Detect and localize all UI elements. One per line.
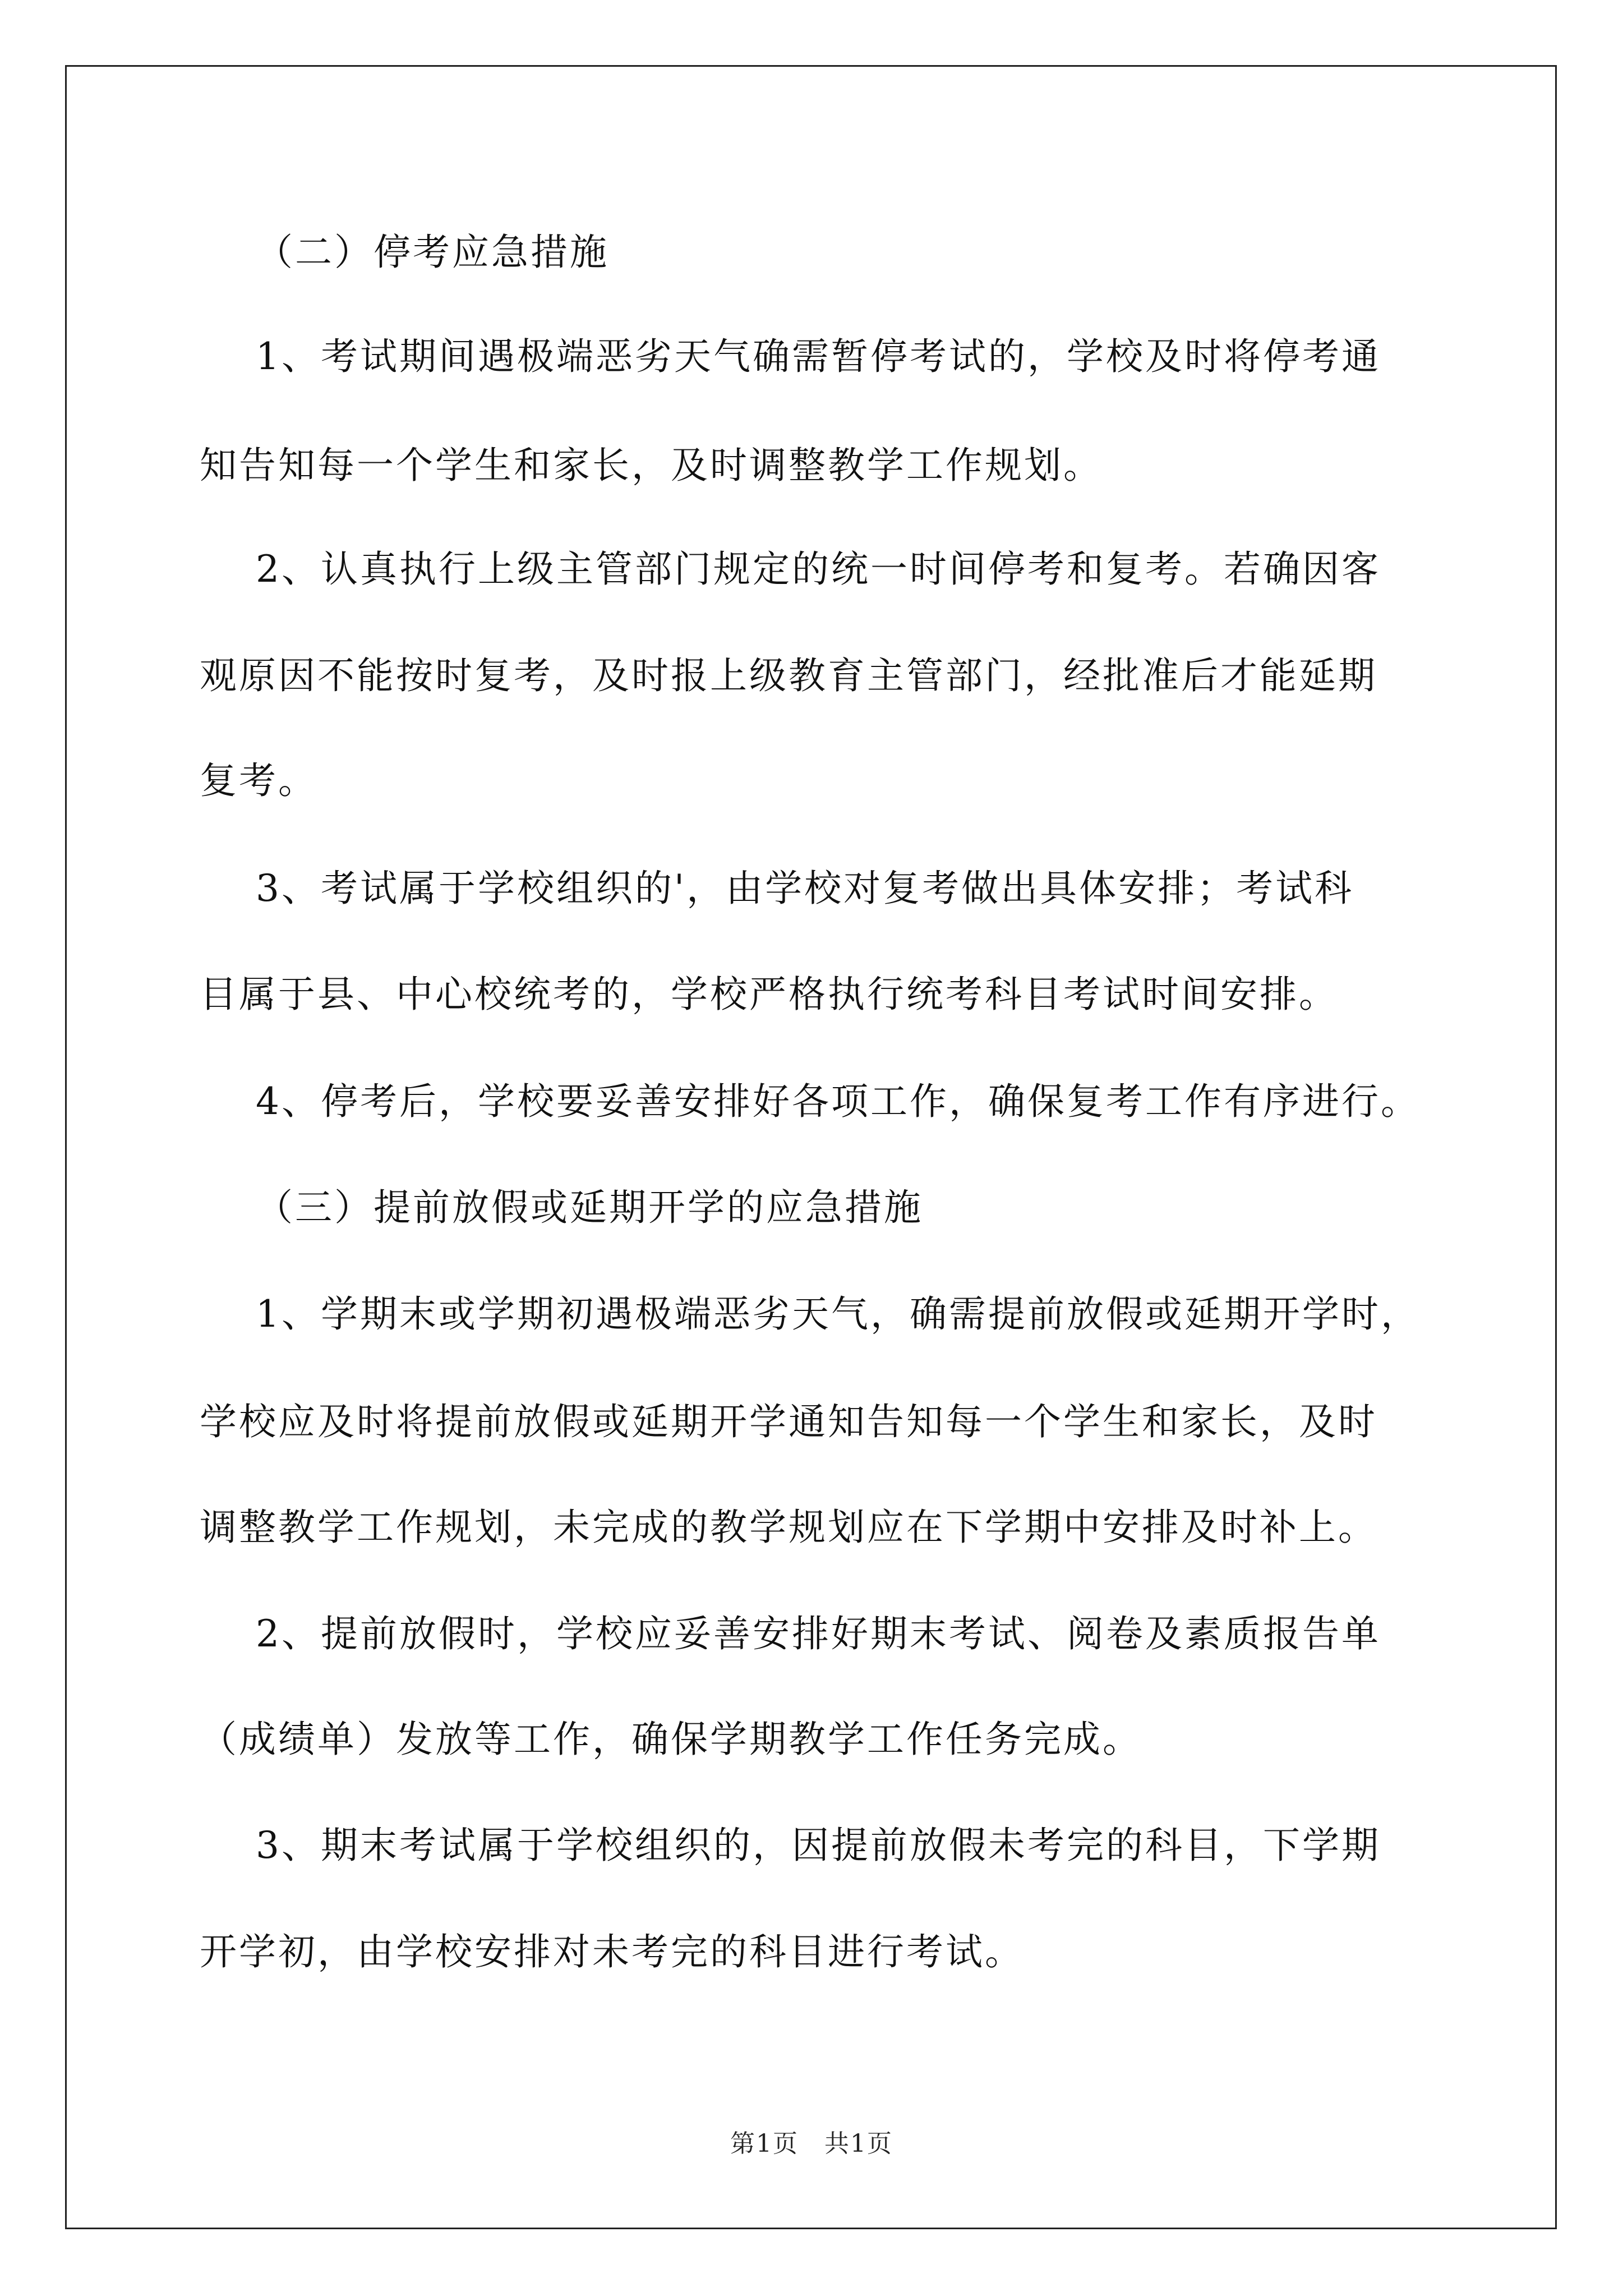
page-footer: 第1页 共1页 xyxy=(730,2129,893,2158)
paragraph-line: 知告知每一个学生和家长，及时调整教学工作规划。 xyxy=(200,444,1103,487)
paragraph-line: 开学初，由学校安排对未考完的科目进行考试。 xyxy=(200,1930,1024,1973)
paragraph-line: 1、考试期间遇极端恶劣天气确需暂停考试的，学校及时将停考通 xyxy=(256,335,1381,378)
paragraph-line: 2、认真执行上级主管部门规定的统一时间停考和复考。若确因客 xyxy=(256,547,1381,591)
paragraph-line: 学校应及时将提前放假或延期开学通知告知每一个学生和家长，及时 xyxy=(200,1400,1377,1443)
section-heading-3: （三）提前放假或延期开学的应急措施 xyxy=(256,1186,923,1229)
paragraph-line: 4、停考后，学校要妥善安排好各项工作，确保复考工作有序进行。 xyxy=(256,1080,1420,1123)
paragraph-line: 1、学期末或学期初遇极端恶劣天气，确需提前放假或延期开学时， xyxy=(256,1292,1420,1336)
paragraph-line: （成绩单）发放等工作，确保学期教学工作任务完成。 xyxy=(200,1718,1142,1761)
paragraph-line: 调整教学工作规划，未完成的教学规划应在下学期中安排及时补上。 xyxy=(200,1506,1377,1549)
paragraph-line: 3、考试属于学校组织的'，由学校对复考做出具体安排；考试科 xyxy=(256,867,1354,910)
paragraph-line: 3、期末考试属于学校组织的，因提前放假未考完的科目，下学期 xyxy=(256,1824,1381,1867)
paragraph-line: 观原因不能按时复考，及时报上级教育主管部门，经批准后才能延期 xyxy=(200,654,1377,697)
paragraph-line: 复考。 xyxy=(200,759,317,802)
section-heading-2: （二）停考应急措施 xyxy=(256,231,609,274)
paragraph-line: 目属于县、中心校统考的，学校严格执行统考科目考试时间安排。 xyxy=(200,973,1338,1016)
paragraph-line: 2、提前放假时，学校应妥善安排好期末考试、阅卷及素质报告单 xyxy=(256,1612,1381,1655)
page-border xyxy=(65,65,1557,2229)
